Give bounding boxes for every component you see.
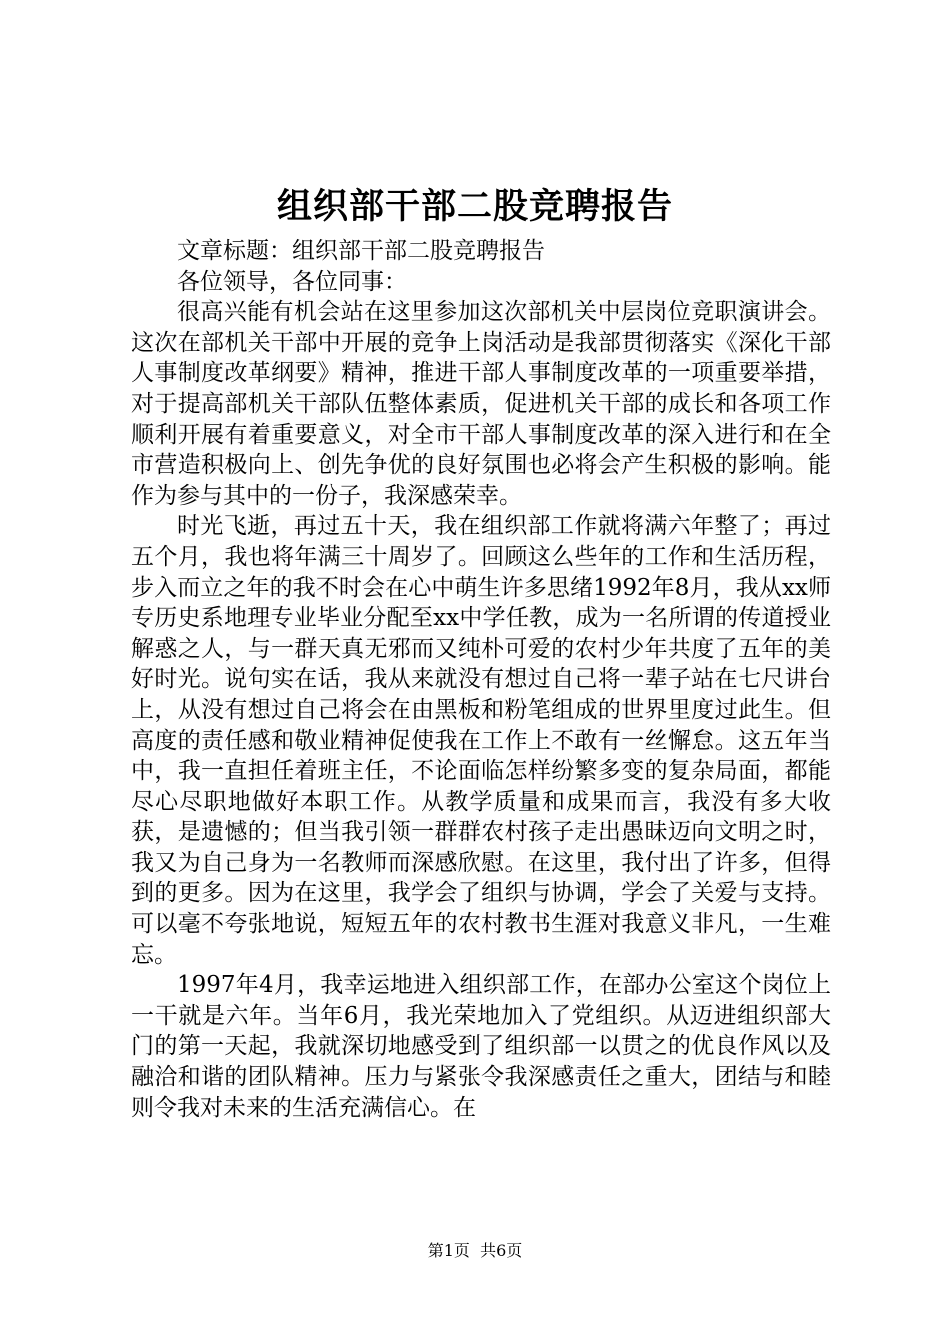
page-number: 第1页 (427, 1241, 470, 1260)
footer-spacer (470, 1241, 480, 1260)
document-title: 组织部干部二股竞聘报告 (276, 186, 673, 227)
article-title-line: 文章标题：组织部干部二股竞聘报告 (177, 238, 545, 264)
page-footer (0, 1240, 950, 1262)
page-total: 共6页 (480, 1241, 523, 1260)
salutation: 各位领导，各位同事： (177, 268, 407, 295)
paragraph-organization-work: 1997年4月，我幸运地进入组织部工作，在部办公室这个岗位上一干就是六年。当年6月，我光荣地加入了党组织。从迈进组织部大门的第一天起，我就深切地感受到了组织部一以贯之的优良作风以及融洽和谐的团队精神。压力与紧张令我深感责任之重大，团结与和睦则令我对未来的生活充满信心。在 (131, 972, 831, 1121)
document-body (131, 236, 831, 1123)
paragraph-intro: 很高兴能有机会站在这里参加这次部机关中层岗位竞职演讲会。这次在部机关干部中开展的竞争上岗活动是我部贯彻落实《深化干部人事制度改革纲要》精神，推进干部人事制度改革的一项重要举措，对于提高部机关干部队伍整体素质，促进机关干部的成长和各项工作顺利开展有着重要意义，对全市干部人事制度改革的深入进行和在全市营造积极向上、创先争优的良好氛围也必将会产生积极的影响。能作为参与其中的一份子，我深感荣幸。 (131, 299, 831, 509)
paragraph-teaching-career: 时光飞逝，再过五十天，我在组织部工作就将满六年整了；再过五个月，我也将年满三十周岁了。回顾这么些年的工作和生活历程，步入而立之年的我不时会在心中萌生许多思绪1992年8月，我从xx师专历史系地理专业毕业分配至xx中学任教，成为一名所谓的传道授业解惑之人，与一群天真无邪而又纯朴可爱的农村少年共度了五年的美好时光。说句实在话，我从来就没有想过自己将一辈子站在七尺讲台上，从没有想过自己将会在由黑板和粉笔组成的世界里度过此生。但高度的责任感和敬业精神促使我在工作上不敢有一丝懈怠。这五年当中，我一直担任着班主任，不论面临怎样纷繁多变的复杂局面，都能尽心尽职地做好本职工作。从教学质量和成果而言，我没有多大收获，是遗憾的；但当我引领一群群农村孩子走出愚昧迈向文明之时，我又为自己身为一名教师而深感欣慰。在这里，我付出了许多，但得到的更多。因为在这里，我学会了组织与协调，学会了关爱与支持。可以毫不夸张地说，短短五年的农村教书生涯对我意义非凡，一生难忘。 (131, 513, 831, 968)
